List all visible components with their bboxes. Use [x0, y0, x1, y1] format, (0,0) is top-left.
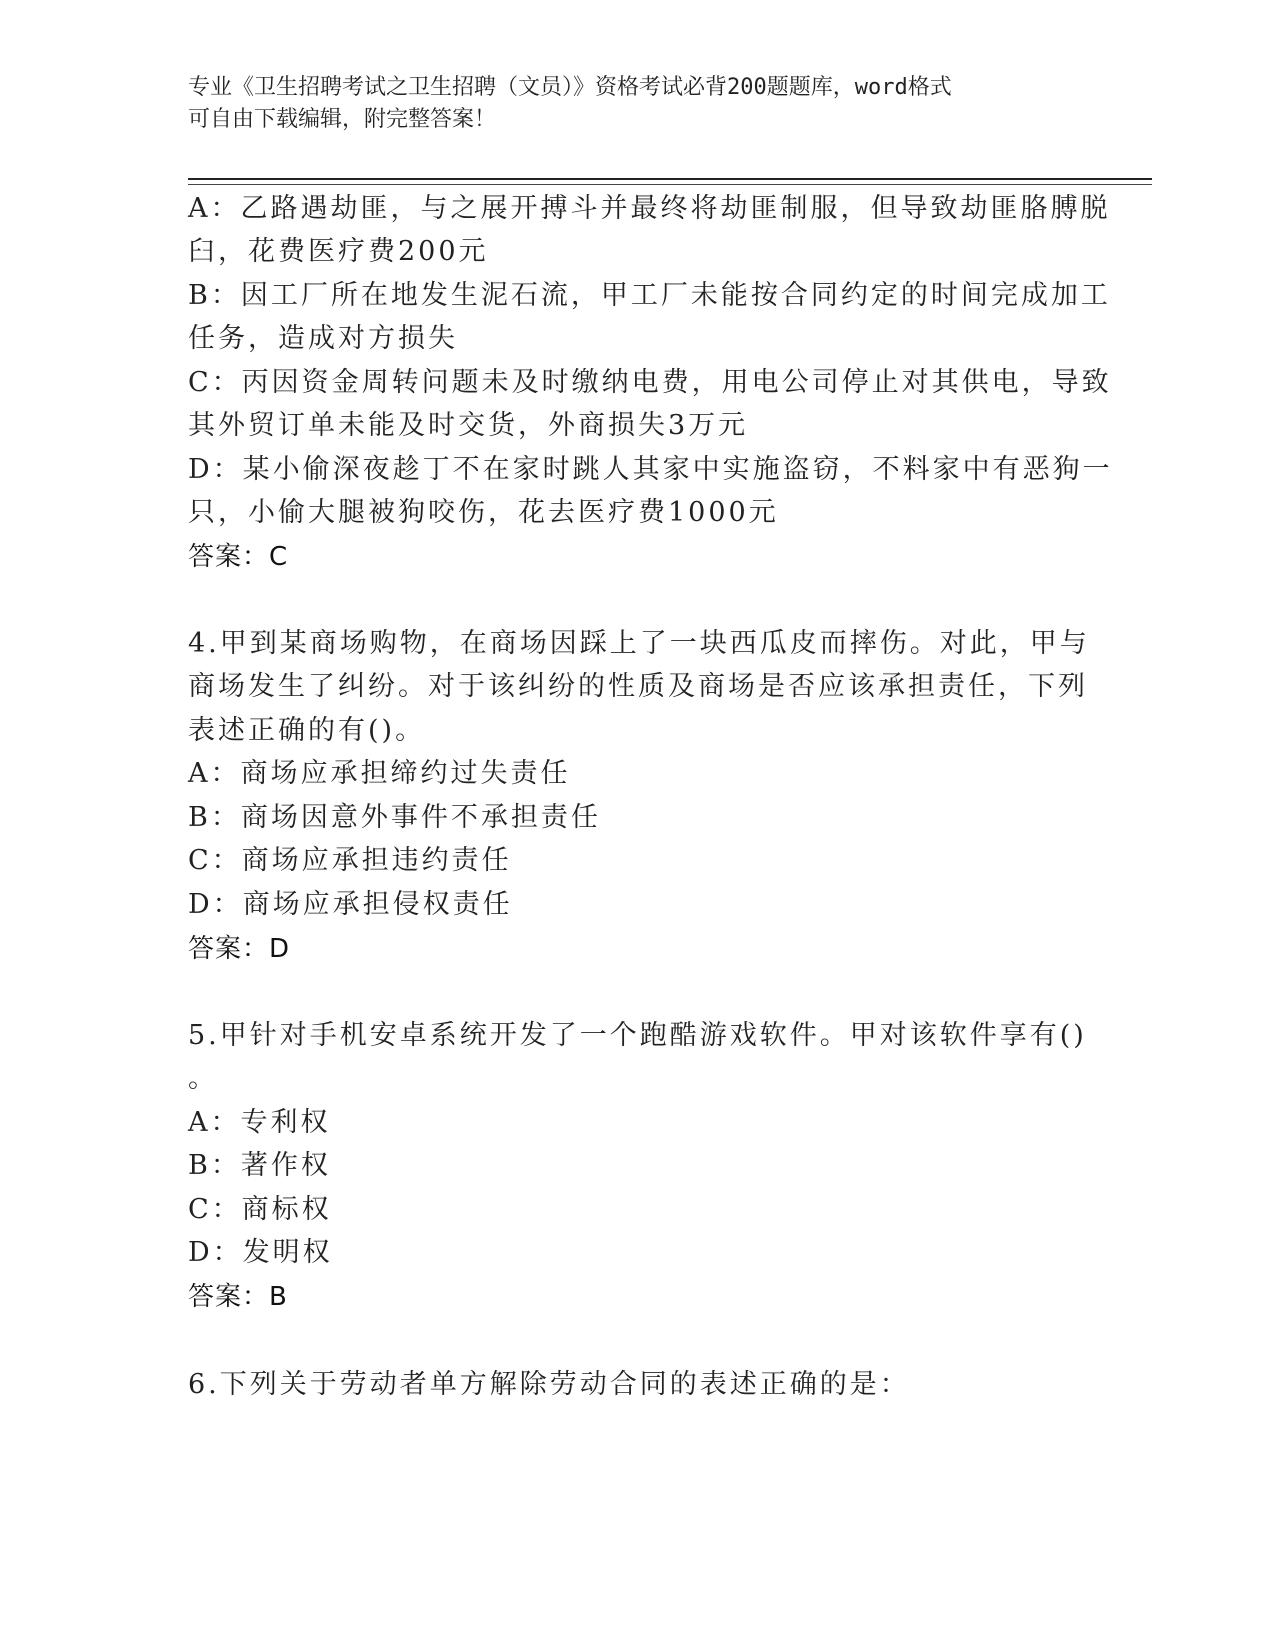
q4-option-a: A：商场应承担缔约过失责任 — [188, 758, 571, 789]
q4-stem-line-2: 商场发生了纠纷。对于该纠纷的性质及商场是否应该承担责任，下列 — [188, 671, 1088, 702]
q4-stem-line-1: 4.甲到某商场购物，在商场因踩上了一块西瓜皮而摔伤。对此，甲与 — [188, 628, 1090, 659]
q3-option-c-line-1: C：丙因资金周转问题未及时缴纳电费，用电公司停止对其供电，导致 — [188, 367, 1112, 398]
q3-option-a-line-2: 臼，花费医疗费200元 — [188, 236, 489, 267]
header-line-1: 专业《卫生招聘考试之卫生招聘（文员）》资格考试必背200题题库，word格式 — [188, 75, 952, 100]
q5-option-c: C：商标权 — [188, 1194, 332, 1225]
q3-option-d-line-1: D：某小偷深夜趁丁不在家时跳人其家中实施盗窃，不料家中有恶狗一 — [188, 454, 1113, 485]
q4-option-c: C：商场应承担违约责任 — [188, 845, 512, 876]
q5-option-a: A：专利权 — [188, 1107, 331, 1138]
q4-stem-line-3: 表述正确的有()。 — [188, 715, 426, 746]
q3-option-a-line-1: A：乙路遇劫匪，与之展开搏斗并最终将劫匪制服，但导致劫匪胳膊脱 — [188, 193, 1111, 224]
q3-option-b-line-1: B：因工厂所在地发生泥石流，甲工厂未能按合同约定的时间完成加工 — [188, 280, 1111, 311]
q4-option-b: B：商场因意外事件不承担责任 — [188, 802, 601, 833]
q3-answer: 答案：C — [188, 542, 289, 572]
q5-option-d: D：发明权 — [188, 1237, 333, 1268]
header-divider-thick — [188, 178, 1152, 180]
document-header — [188, 72, 1068, 136]
q3-option-c-line-2: 其外贸订单未能及时交货，外商损失3万元 — [188, 410, 749, 441]
q4-option-d: D：商场应承担侵权责任 — [188, 889, 513, 920]
header-line-2: 可自由下载编辑，附完整答案！ — [188, 107, 497, 132]
q5-option-b: B：著作权 — [188, 1150, 331, 1181]
header-divider-thin — [188, 184, 1152, 185]
q5-stem-line-2: 。 — [188, 1063, 218, 1094]
q3-option-d-line-2: 只，小偷大腿被狗咬伤，花去医疗费1000元 — [188, 497, 779, 528]
q4-answer: 答案：D — [188, 934, 291, 964]
q3-option-b-line-2: 任务，造成对方损失 — [188, 323, 458, 354]
q5-answer: 答案：B — [188, 1282, 288, 1312]
q6-stem-line-1: 6.下列关于劳动者单方解除劳动合同的表述正确的是： — [188, 1369, 910, 1400]
q5-stem-line-1: 5.甲针对手机安卓系统开发了一个跑酷游戏软件。甲对该软件享有() — [188, 1020, 1087, 1051]
